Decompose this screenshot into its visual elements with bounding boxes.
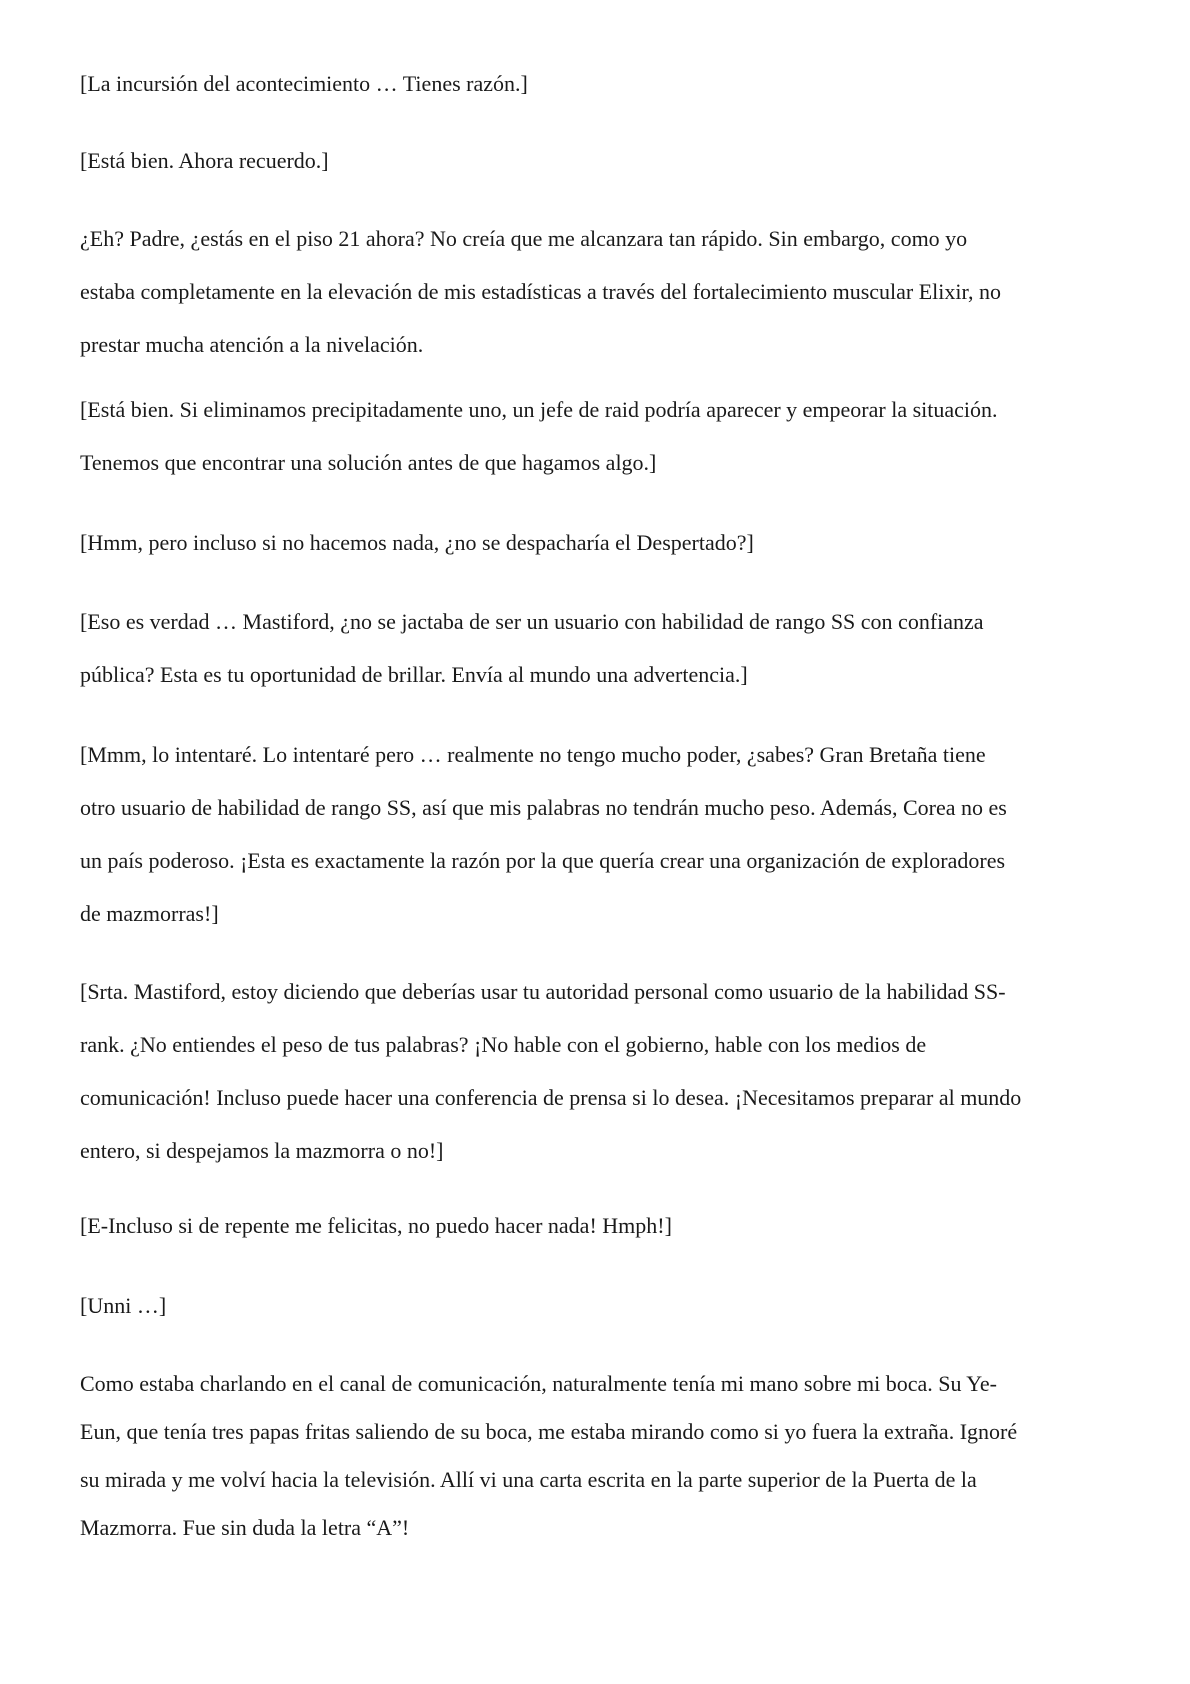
paragraph-1: [La incursión del acontecimiento … Tienes razón.]: [80, 71, 528, 96]
paragraph-10: [Unni …]: [80, 1293, 167, 1318]
paragraph-6: [Eso es verdad … Mastiford, ¿no se jactaba de ser un usuario con habilidad de rango SS con confianza pública? Esta es tu oportunidad de brillar. Envía al mundo una advertencia.]: [80, 609, 984, 687]
paragraph-11: Como estaba charlando en el canal de comunicación, naturalmente tenía mi mano sobre mi boca. Su Ye- Eun, que tenía tres papas fritas saliendo de su boca, me estaba mirando como si yo fuera la extraña. Ignoré su mirada y me volví hacia la televisión. Allí vi una carta escrita en la parte superior de la Puerta de la Mazmorra. Fue sin duda la letra “A”!: [80, 1371, 1018, 1540]
paragraph-8: [Srta. Mastiford, estoy diciendo que deberías usar tu autoridad personal como usuario de la habilidad SS- rank. ¿No entiendes el peso de tus palabras? ¡No hable con el gobierno, hable con los medios de comunicación! Incluso puede hacer una conferencia de prensa si lo desea. ¡Necesitamos preparar al mundo entero, si despejamos la mazmorra o no!]: [80, 979, 1022, 1163]
paragraph-3: ¿Eh? Padre, ¿estás en el piso 21 ahora? No creía que me alcanzara tan rápido. Sin embargo, como yo estaba completamente en la elevación de mis estadísticas a través del fortalecimiento muscular Elixir, no prestar mucha atención a la nivelación.: [80, 226, 1001, 357]
paragraph-4: [Está bien. Si eliminamos precipitadamente uno, un jefe de raid podría aparecer y empeorar la situación. Tenemos que encontrar una solución antes de que hagamos algo.]: [80, 397, 998, 475]
paragraph-2: [Está bien. Ahora recuerdo.]: [80, 148, 329, 173]
paragraph-9: [E-Incluso si de repente me felicitas, no puedo hacer nada! Hmph!]: [80, 1213, 672, 1238]
paragraph-7: [Mmm, lo intentaré. Lo intentaré pero … realmente no tengo mucho poder, ¿sabes? Gran Bretaña tiene otro usuario de habilidad de rango SS, así que mis palabras no tendrán mucho peso. Además, Corea no es un país poderoso. ¡Esta es exactamente la razón por la que quería crear una organización de exploradores de mazmorras!]: [80, 742, 1007, 926]
paragraph-5: [Hmm, pero incluso si no hacemos nada, ¿no se despacharía el Despertado?]: [80, 530, 754, 555]
